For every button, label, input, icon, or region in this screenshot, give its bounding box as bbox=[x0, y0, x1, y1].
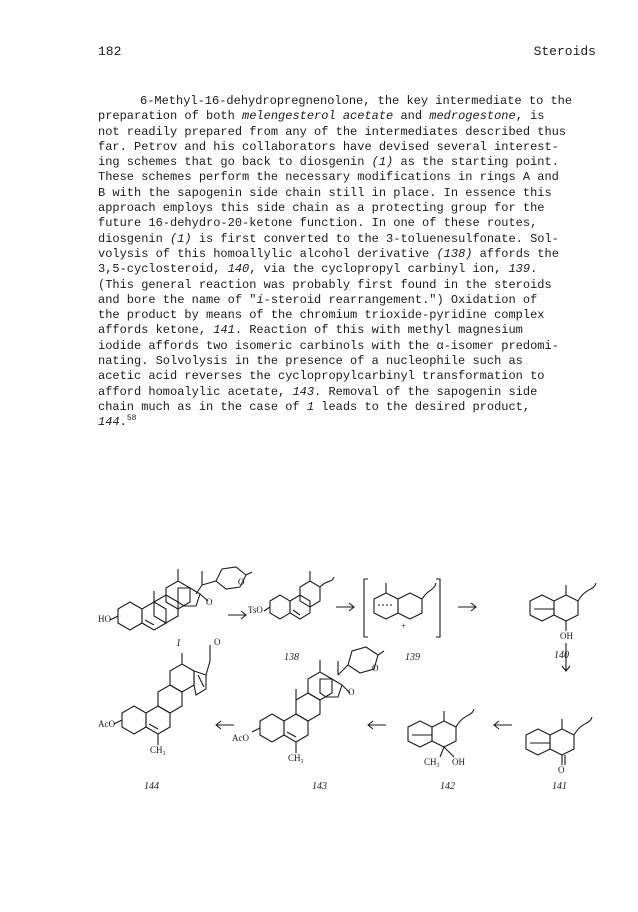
text-run: as the starting point. bbox=[393, 155, 559, 170]
text-run: (This general reaction was probably first found in the steroids bbox=[98, 277, 552, 292]
text-run: affords the bbox=[472, 246, 559, 261]
text-run: chain much as in the case of bbox=[98, 399, 307, 414]
text-run: nating. Solvolysis in the presence of a nucleophile such as bbox=[98, 354, 523, 369]
atom-oh-142: OH bbox=[452, 757, 465, 767]
atom-plus: + bbox=[401, 621, 407, 631]
text-line bbox=[98, 415, 598, 430]
text-line bbox=[98, 216, 598, 231]
text-run: ing schemes that go back to diosgenin bbox=[98, 155, 372, 170]
atom-o-141: O bbox=[558, 765, 565, 775]
text-run: not readily prepared from any of the intermediates described thus bbox=[98, 124, 567, 139]
text-line bbox=[98, 140, 598, 155]
atom-ch3-143: CH₃ bbox=[288, 753, 304, 763]
text-run: B with the sapogenin side chain still in place. In essence this bbox=[98, 185, 552, 200]
atom-aco-144: AcO bbox=[98, 719, 115, 729]
text-line bbox=[98, 155, 598, 170]
text-run: and bbox=[393, 109, 430, 124]
text-line bbox=[98, 201, 598, 216]
text-line bbox=[98, 186, 598, 201]
structure-144 bbox=[114, 645, 210, 745]
text-run: . bbox=[530, 262, 538, 277]
text-run: , is bbox=[515, 109, 545, 124]
structure-141 bbox=[526, 717, 592, 765]
text-run: is first converted to the 3-toluenesulfonate. Sol- bbox=[191, 231, 559, 246]
text-run: leads to the desired product, bbox=[314, 399, 531, 414]
text-line bbox=[98, 278, 598, 293]
compound-label-141: 141 bbox=[552, 781, 567, 792]
compound-label-142: 142 bbox=[440, 781, 455, 792]
text-line bbox=[98, 308, 598, 323]
atom-aco-143: AcO bbox=[232, 733, 249, 743]
text-run: 3,5-cyclosteroid, bbox=[98, 262, 228, 277]
text-run: far. Petrov and his collaborators have devised several interest- bbox=[98, 139, 559, 154]
structure-142 bbox=[408, 709, 474, 757]
compound-label-143: 143 bbox=[312, 781, 327, 792]
text-run: future 16-dehydro-20-ketone function. In one of these routes, bbox=[98, 216, 538, 231]
page-header bbox=[98, 44, 596, 62]
text-line bbox=[98, 323, 598, 338]
atom-ch3-144: CH₃ bbox=[150, 745, 166, 755]
text-run: . bbox=[119, 415, 127, 430]
compound-ref: 140 bbox=[227, 262, 250, 277]
text-line bbox=[98, 247, 598, 262]
text-line bbox=[98, 262, 598, 277]
body-paragraph bbox=[98, 94, 598, 431]
atom-o-ring-1b: O bbox=[206, 597, 213, 607]
structure-140 bbox=[530, 583, 596, 631]
compound-ref: 1 bbox=[306, 399, 315, 414]
atom-ho: HO bbox=[98, 614, 111, 624]
text-line bbox=[98, 170, 598, 185]
compound-ref: (1) bbox=[170, 231, 192, 246]
compound-label-140: 140 bbox=[554, 650, 569, 661]
text-run: diosgenin bbox=[98, 231, 171, 246]
text-line bbox=[98, 400, 598, 415]
text-run: . Removal of the sapogenin side bbox=[314, 384, 538, 399]
compound-ref: 139 bbox=[508, 262, 531, 277]
compound-label-138: 138 bbox=[284, 652, 299, 663]
text-line bbox=[98, 354, 598, 369]
structure-138 bbox=[264, 571, 334, 619]
text-run: , via the cyclopropyl carbinyl ion, bbox=[249, 262, 509, 277]
atom-o-ring-143: O bbox=[372, 663, 379, 673]
text-run: -steroid rearrangement.") Oxidation of bbox=[263, 292, 538, 307]
text-line bbox=[98, 339, 598, 354]
drug-name-melengesterol: melengesterol acetate bbox=[242, 109, 394, 124]
text-run: the product by means of the chromium trioxide-pyridine complex bbox=[98, 308, 545, 323]
compound-ref: (138) bbox=[436, 246, 473, 261]
structure-143 bbox=[252, 647, 384, 753]
structure-1 bbox=[110, 567, 252, 630]
text-line bbox=[98, 109, 598, 124]
compound-ref: 144 bbox=[98, 415, 120, 430]
drug-name-medrogestone: medrogestone bbox=[429, 109, 516, 124]
running-title: Steroids bbox=[533, 44, 596, 59]
text-line bbox=[98, 94, 598, 109]
atom-o-ring-1: O bbox=[238, 577, 245, 587]
compound-ref: (1) bbox=[371, 155, 394, 170]
compound-ref: 143 bbox=[292, 384, 315, 399]
text-line bbox=[98, 293, 598, 308]
atom-o-ring-143b: O bbox=[348, 687, 355, 697]
compound-label-139: 139 bbox=[405, 652, 420, 663]
atom-oh-140: OH bbox=[560, 631, 573, 641]
text-run: and bore the name of " bbox=[98, 292, 257, 307]
page-number: 182 bbox=[98, 44, 122, 59]
text-run: 6-Methyl-16-dehydropregnenolone, the key intermediate to the bbox=[140, 94, 573, 108]
compound-label-1: 1 bbox=[176, 638, 181, 649]
text-run: iodide affords two isomeric carbinols with the α-isomer predomi- bbox=[98, 338, 559, 353]
text-run: These schemes perform the necessary modifications in rings A and bbox=[98, 170, 559, 185]
compound-label-144: 144 bbox=[144, 781, 159, 792]
compound-ref: 141 bbox=[213, 323, 235, 338]
text-run: affords ketone, bbox=[98, 323, 214, 338]
text-line bbox=[98, 125, 598, 140]
atom-o-144: O bbox=[214, 637, 221, 647]
atom-ch3-142: CH₃ bbox=[424, 757, 440, 767]
text-run: approach employs this side chain as a protecting group for the bbox=[98, 201, 545, 216]
text-line bbox=[98, 232, 598, 247]
text-run: acetic acid reverses the cyclopropylcarbinyl transformation to bbox=[98, 369, 545, 384]
reaction-scheme bbox=[98, 525, 603, 805]
text-line bbox=[98, 369, 598, 384]
scheme-drawing bbox=[98, 525, 603, 805]
italic-i: i bbox=[256, 292, 264, 307]
text-run: preparation of both bbox=[98, 109, 243, 124]
text-run: volysis of this homoallylic alcohol derivative bbox=[98, 246, 437, 261]
text-run: . Reaction of this with methyl magnesium bbox=[234, 323, 523, 338]
reference-superscript: 58 bbox=[126, 414, 137, 424]
text-line bbox=[98, 385, 598, 400]
text-run: afford homoalylic acetate, bbox=[98, 384, 293, 399]
atom-tso: TsO bbox=[248, 605, 263, 615]
